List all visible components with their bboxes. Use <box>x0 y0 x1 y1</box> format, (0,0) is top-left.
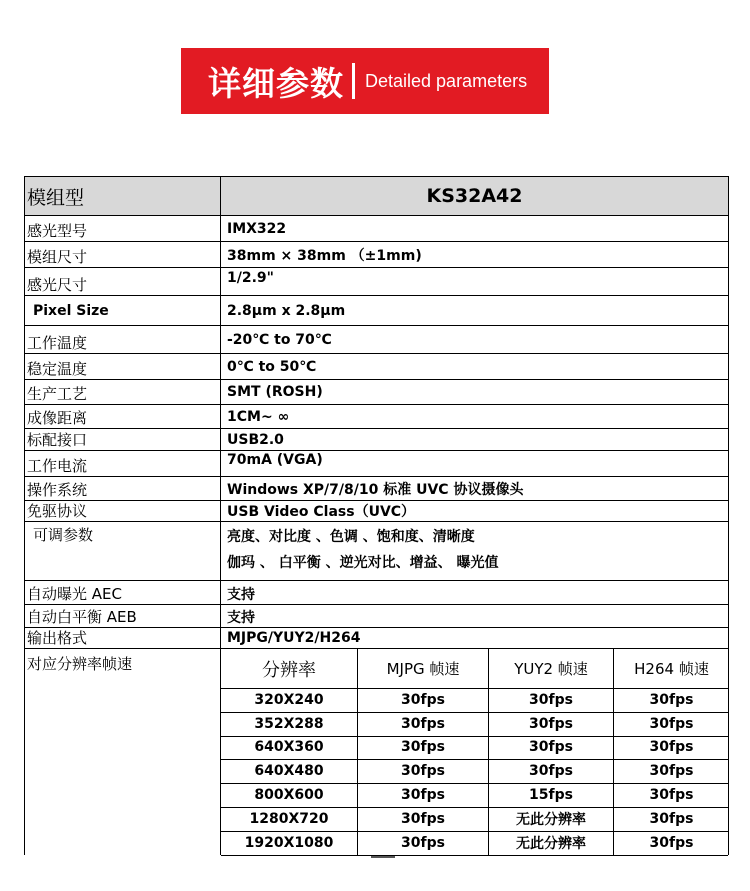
resolution-cell: 30fps <box>488 759 613 783</box>
spec-row-label: 标配接口 <box>24 429 221 450</box>
spec-row <box>24 325 729 353</box>
resolution-row <box>221 783 728 808</box>
resolution-cell: 30fps <box>357 688 488 712</box>
spec-row-label: 自动曝光 AEC <box>24 581 221 604</box>
spec-row-label: Pixel Size <box>24 296 221 325</box>
resolution-cell: 1920X1080 <box>244 834 334 851</box>
spec-row <box>24 295 729 325</box>
spec-row <box>24 604 729 627</box>
banner-title-cn: 详细参数 <box>208 63 344 103</box>
resolution-cell: 30fps <box>488 736 613 760</box>
spec-row <box>24 500 729 521</box>
spec-row-label: 工作温度 <box>24 326 221 353</box>
resolution-cell: 1280X720 <box>249 810 329 827</box>
resolution-cell: 30fps <box>613 736 729 760</box>
resolution-header-cell: YUY2 帧速 <box>488 649 613 688</box>
spec-row-value: USB2.0 <box>221 429 729 450</box>
spec-row-value: IMX322 <box>221 216 729 241</box>
resolution-row <box>221 759 728 784</box>
resolution-row <box>221 712 728 737</box>
resolution-header-cell: H264 帧速 <box>613 649 729 688</box>
resolution-cell: 640X360 <box>254 739 324 756</box>
spec-header-label: 模组型 <box>24 177 221 215</box>
spec-table <box>24 176 729 855</box>
spec-row <box>24 450 729 476</box>
resolution-cell: 30fps <box>613 831 729 855</box>
spec-header-value: KS32A42 <box>221 177 729 215</box>
spec-row <box>24 379 729 404</box>
adjustable-line-1: 亮度、对比度 、色调 、饱和度、清晰度 <box>227 529 475 545</box>
resolution-cell: 320X240 <box>254 691 324 708</box>
spec-header-row <box>24 176 729 215</box>
spec-row-value: MJPG/YUY2/H264 <box>221 628 729 648</box>
banner-divider <box>352 63 355 99</box>
resolution-cell: 30fps <box>357 807 488 831</box>
spec-row <box>24 241 729 267</box>
resolution-label: 对应分辨率帧速 <box>24 649 221 855</box>
spec-row-value: 2.8μm x 2.8μm <box>221 296 729 325</box>
spec-row-value <box>221 522 729 580</box>
resolution-cell: 30fps <box>357 759 488 783</box>
spec-row-value: 0℃ to 50℃ <box>221 354 729 379</box>
spec-row <box>24 428 729 450</box>
resolution-cell: 30fps <box>357 736 488 760</box>
spec-row <box>24 353 729 379</box>
resolution-cell: 30fps <box>357 831 488 855</box>
spec-row-label: 可调参数 <box>24 522 221 580</box>
spec-row <box>24 215 729 241</box>
adjustable-line-2: 伽玛 、 白平衡 、逆光对比、增益、 曝光值 <box>227 555 499 571</box>
spec-row-label: 稳定温度 <box>24 354 221 379</box>
footer-mark <box>371 856 395 858</box>
resolution-row <box>221 736 728 761</box>
spec-row-value: 1/2.9" <box>221 268 729 295</box>
spec-row-value: USB Video Class（UVC） <box>221 501 729 521</box>
spec-row-value: 1CM~ ∞ <box>221 405 729 428</box>
spec-row-label: 输出格式 <box>24 628 221 648</box>
resolution-header-cell: MJPG 帧速 <box>357 649 488 688</box>
resolution-cell: 30fps <box>613 759 729 783</box>
spec-row <box>24 580 729 604</box>
spec-row-value: 支持 <box>221 581 729 604</box>
resolution-cell: 30fps <box>613 712 729 736</box>
spec-row-value: 支持 <box>221 605 729 627</box>
spec-row-label: 自动白平衡 AEB <box>24 605 221 627</box>
spec-row-value: 38mm × 38mm （±1mm) <box>221 242 729 267</box>
spec-row-label: 感光型号 <box>24 216 221 241</box>
resolution-header-cell: 分辨率 <box>262 659 316 681</box>
spec-row-value: SMT (ROSH) <box>221 380 729 404</box>
resolution-cell: 30fps <box>613 783 729 807</box>
resolution-cell: 30fps <box>613 688 729 712</box>
spec-row-adjustable <box>24 521 729 580</box>
resolution-cell: 30fps <box>488 688 613 712</box>
spec-row-label: 感光尺寸 <box>24 268 221 295</box>
spec-row-value: -20℃ to 70℃ <box>221 326 729 353</box>
header-banner <box>181 48 549 114</box>
resolution-cell: 30fps <box>357 712 488 736</box>
resolution-cell: 30fps <box>357 783 488 807</box>
resolution-table <box>221 649 729 855</box>
spec-row-label: 生产工艺 <box>24 380 221 404</box>
resolution-cell: 无此分辨率 <box>488 831 613 855</box>
resolution-header-row <box>221 649 728 689</box>
spec-row-label: 免驱协议 <box>24 501 221 521</box>
spec-row <box>24 476 729 500</box>
spec-row <box>24 627 729 648</box>
resolution-cell: 无此分辨率 <box>488 807 613 831</box>
resolution-cell: 640X480 <box>254 763 324 780</box>
resolution-row <box>221 831 728 856</box>
resolution-cell: 30fps <box>488 712 613 736</box>
spec-row-label: 模组尺寸 <box>24 242 221 267</box>
resolution-cell: 15fps <box>488 783 613 807</box>
spec-row-value: 70mA (VGA) <box>221 451 729 476</box>
resolution-section <box>24 648 729 855</box>
spec-row-label: 操作系统 <box>24 477 221 500</box>
banner-title-en: Detailed parameters <box>365 70 528 91</box>
spec-row-label: 成像距离 <box>24 405 221 428</box>
resolution-row <box>221 807 728 832</box>
spec-row-value: Windows XP/7/8/10 标准 UVC 协议摄像头 <box>221 477 729 500</box>
spec-row-label: 工作电流 <box>24 451 221 476</box>
spec-row <box>24 404 729 428</box>
resolution-cell: 800X600 <box>254 787 324 804</box>
spec-row <box>24 267 729 295</box>
resolution-cell: 352X288 <box>254 715 324 732</box>
resolution-row <box>221 688 728 713</box>
resolution-cell: 30fps <box>613 807 729 831</box>
